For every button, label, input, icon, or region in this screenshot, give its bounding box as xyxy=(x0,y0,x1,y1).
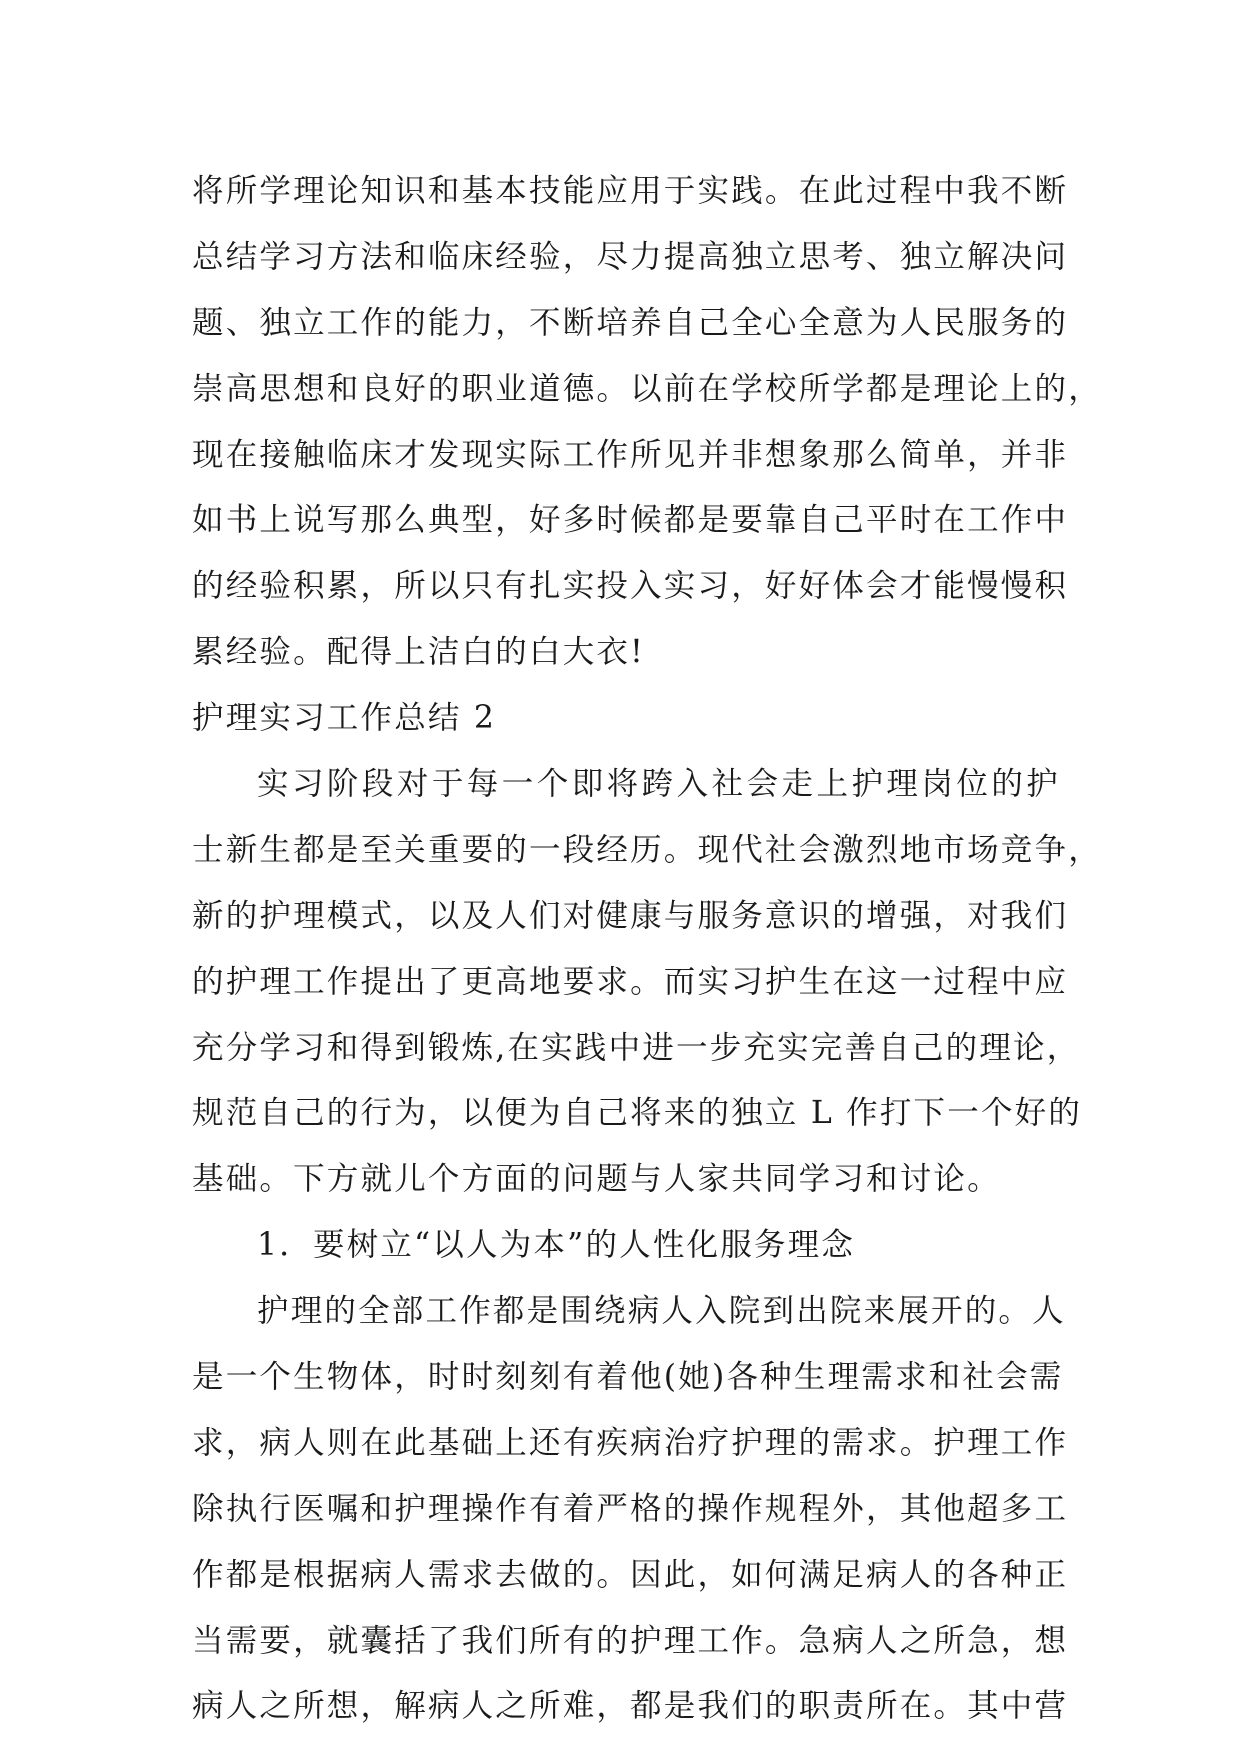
text-line: 除执行医嘱和护理操作有着严格的操作规程外，其他超多工 xyxy=(192,1490,1069,1527)
text-line: 现在接触临床才发现实际工作所见并非想象那么简单，并非 xyxy=(192,436,1069,473)
numbered-subheading xyxy=(192,1213,1060,1279)
text-line: 的护理工作提出了更高地要求。而实习护生在这一过程中应 xyxy=(192,963,1069,1000)
text-line: 作都是根据病人需求去做的。因此，如何满足病人的各种正 xyxy=(192,1556,1069,1593)
text-line: 士新生都是至关重要的一段经历。现代社会激烈地市场竞争， xyxy=(192,831,1102,868)
text-line: 如书上说写那么典型，好多时候都是要靠自己平时在工作中 xyxy=(192,502,1069,539)
text-line: 累经验。配得上洁白的白大衣! xyxy=(192,634,645,671)
paragraph-2 xyxy=(192,752,1102,1213)
text-line: 将所学理论知识和基本技能应用于实践。在此过程中我不断 xyxy=(192,173,1069,209)
subheading-line: 1．要树立“以人为本”的人性化服务理念 xyxy=(257,1227,856,1264)
paragraph-1 xyxy=(192,159,1102,686)
text-line: 新的护理模式，以及人们对健康与服务意识的增强，对我们 xyxy=(192,897,1069,934)
text-line: 基础。下方就儿个方面的问题与人家共同学习和讨论。 xyxy=(192,1161,1001,1198)
text-line: 充分学习和得到锻炼,在实践中进一步充实完善自己的理论， xyxy=(192,1029,1081,1066)
section-title: 护理实习工作总结 2 xyxy=(192,700,497,737)
text-line: 病人之所想，解病人之所难，都是我们的职责所在。其中营 xyxy=(192,1688,1069,1725)
text-line: 规范自己的行为，以便为自己将来的独立 L 作打下一个好的 xyxy=(192,1095,1083,1132)
document-body xyxy=(192,159,1102,1740)
text-line: 当需要，就囊括了我们所有的护理工作。急病人之所急，想 xyxy=(192,1622,1069,1659)
text-line: 求，病人则在此基础上还有疾病治疗护理的需求。护理工作 xyxy=(192,1424,1069,1461)
text-line: 是一个生物体，时时刻刻有着他(她)各种生理需求和社会需 xyxy=(192,1359,1064,1396)
text-line: 实习阶段对于每一个即将跨入社会走上护理岗位的护 xyxy=(257,766,1060,803)
text-line: 总结学习方法和临床经验，尽力提高独立思考、独立解决问 xyxy=(192,238,1069,275)
paragraph-4 xyxy=(192,1279,1069,1740)
section-heading xyxy=(192,686,1060,752)
text-line: 题、独立工作的能力，不断培养自己全心全意为人民服务的 xyxy=(192,304,1069,341)
text-line: 的经验积累，所以只有扎实投入实习，好好体会才能慢慢积 xyxy=(192,568,1069,605)
text-line: 崇高思想和良好的职业道德。以前在学校所学都是理论上的， xyxy=(192,370,1102,407)
text-line: 护理的全部工作都是围绕病人入院到出院来展开的。人 xyxy=(257,1293,1066,1330)
